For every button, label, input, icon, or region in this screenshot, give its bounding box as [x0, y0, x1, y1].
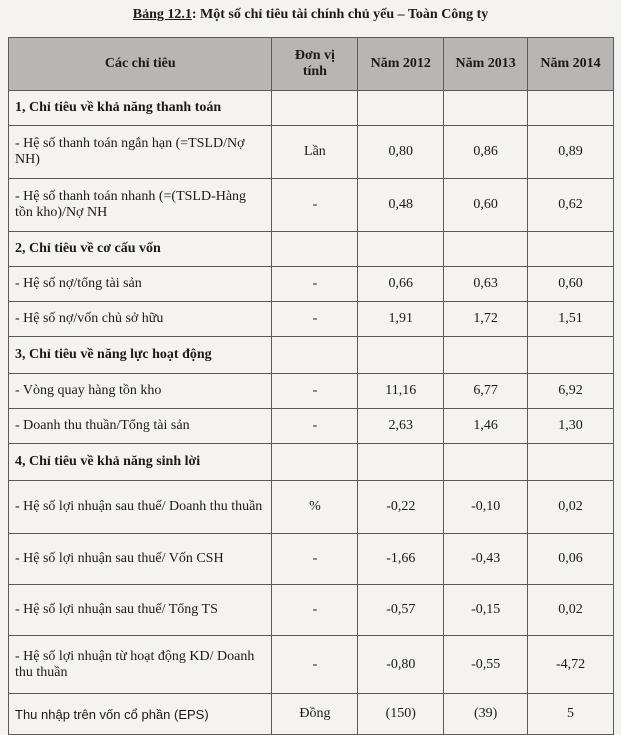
empty-cell — [358, 444, 444, 481]
section-row — [9, 91, 614, 126]
section-row — [9, 337, 614, 374]
header-unit — [272, 38, 358, 91]
value-2013: -0,10 — [444, 481, 528, 534]
value-2014: 0,89 — [528, 126, 614, 179]
empty-cell — [272, 91, 358, 126]
empty-cell — [358, 337, 444, 374]
section-row — [9, 232, 614, 267]
header-unit-line1: Đơn vị — [294, 48, 335, 63]
header-indicator: Các chỉ tiêu — [9, 38, 272, 91]
unit-cell: - — [272, 585, 358, 636]
table-row — [9, 267, 614, 302]
header-unit-line2: tính — [302, 64, 327, 79]
value-2012: -0,57 — [358, 585, 444, 636]
value-2014: 0,62 — [528, 179, 614, 232]
financial-indicators-table — [8, 37, 614, 735]
empty-cell — [528, 337, 614, 374]
value-2014: 6,92 — [528, 374, 614, 409]
value-2012: 2,63 — [358, 409, 444, 444]
value-2013: -0,43 — [444, 534, 528, 585]
indicator-name: - Hệ số lợi nhuận sau thuế/ Vốn CSH — [9, 534, 272, 585]
value-2013: 1,46 — [444, 409, 528, 444]
header-row — [9, 38, 614, 91]
table-title: : Một số chỉ tiêu tài chính chủ yếu – Toàn Công ty — [191, 7, 489, 22]
empty-cell — [272, 444, 358, 481]
value-2014: 0,02 — [528, 481, 614, 534]
table-row — [9, 534, 614, 585]
section-title: 1, Chỉ tiêu về khả năng thanh toán — [9, 91, 272, 126]
empty-cell — [444, 232, 528, 267]
value-2012: 11,16 — [358, 374, 444, 409]
indicator-name: - Hệ số lợi nhuận sau thuế/ Doanh thu thuần — [9, 481, 272, 534]
value-2012: 1,91 — [358, 302, 444, 337]
indicator-name: - Hệ số thanh toán nhanh (=(TSLD-Hàng tồn kho)/Nợ NH — [9, 179, 272, 232]
unit-cell: - — [272, 409, 358, 444]
value-2013: -0,15 — [444, 585, 528, 636]
indicator-name: - Hệ số lợi nhuận sau thuế/ Tổng TS — [9, 585, 272, 636]
header-2013: Năm 2013 — [444, 38, 528, 91]
empty-cell — [444, 444, 528, 481]
unit-cell: Lần — [272, 126, 358, 179]
value-2012: -1,66 — [358, 534, 444, 585]
section-title: 2, Chỉ tiêu về cơ cấu vốn — [9, 232, 272, 267]
empty-cell — [272, 337, 358, 374]
value-2014: 1,51 — [528, 302, 614, 337]
header-2012: Năm 2012 — [358, 38, 444, 91]
empty-cell — [528, 91, 614, 126]
section-title: 3, Chỉ tiêu về năng lực hoạt động — [9, 337, 272, 374]
value-2012: (150) — [358, 694, 444, 735]
value-2014: 0,02 — [528, 585, 614, 636]
table-row — [9, 585, 614, 636]
indicator-name: - Hệ số thanh toán ngắn hạn (=TSLD/Nợ NH) — [9, 126, 272, 179]
value-2013: 1,72 — [444, 302, 528, 337]
indicator-name: - Hệ số nợ/vốn chủ sở hữu — [9, 302, 272, 337]
empty-cell — [358, 91, 444, 126]
empty-cell — [272, 232, 358, 267]
table-row — [9, 302, 614, 337]
unit-cell: - — [272, 636, 358, 694]
value-2013: 0,60 — [444, 179, 528, 232]
unit-cell: - — [272, 374, 358, 409]
table-row — [9, 481, 614, 534]
value-2014: 0,60 — [528, 267, 614, 302]
indicator-name: - Vòng quay hàng tồn kho — [9, 374, 272, 409]
value-2012: 0,48 — [358, 179, 444, 232]
empty-cell — [444, 91, 528, 126]
value-2013: 0,86 — [444, 126, 528, 179]
value-2013: 6,77 — [444, 374, 528, 409]
table-row — [9, 636, 614, 694]
indicator-name: - Hệ số nợ/tổng tài sản — [9, 267, 272, 302]
value-2014: -4,72 — [528, 636, 614, 694]
indicator-name: - Doanh thu thuần/Tổng tài sản — [9, 409, 272, 444]
value-2013: -0,55 — [444, 636, 528, 694]
unit-cell: % — [272, 481, 358, 534]
value-2012: -0,80 — [358, 636, 444, 694]
table-row — [9, 694, 614, 735]
table-row — [9, 374, 614, 409]
empty-cell — [528, 444, 614, 481]
table-label: Bảng 12.1 — [132, 7, 192, 22]
value-2014: 5 — [528, 694, 614, 735]
value-2012: -0,22 — [358, 481, 444, 534]
unit-cell: - — [272, 267, 358, 302]
section-row — [9, 444, 614, 481]
value-2012: 0,80 — [358, 126, 444, 179]
unit-cell: - — [272, 534, 358, 585]
table-row — [9, 179, 614, 232]
value-2013: 0,63 — [444, 267, 528, 302]
empty-cell — [528, 232, 614, 267]
value-2012: 0,66 — [358, 267, 444, 302]
empty-cell — [358, 232, 444, 267]
value-2013: (39) — [444, 694, 528, 735]
header-2014: Năm 2014 — [528, 38, 614, 91]
table-row — [9, 126, 614, 179]
value-2014: 1,30 — [528, 409, 614, 444]
indicator-name: - Hệ số lợi nhuận từ hoạt động KD/ Doanh thu thuần — [9, 636, 272, 694]
section-title: 4, Chỉ tiêu về khả năng sinh lời — [9, 444, 272, 481]
unit-cell: Đồng — [272, 694, 358, 735]
table-row — [9, 409, 614, 444]
table-caption — [0, 7, 621, 23]
indicator-name: Thu nhập trên vốn cổ phần (EPS) — [9, 694, 272, 735]
unit-cell: - — [272, 179, 358, 232]
empty-cell — [444, 337, 528, 374]
unit-cell: - — [272, 302, 358, 337]
value-2014: 0,06 — [528, 534, 614, 585]
